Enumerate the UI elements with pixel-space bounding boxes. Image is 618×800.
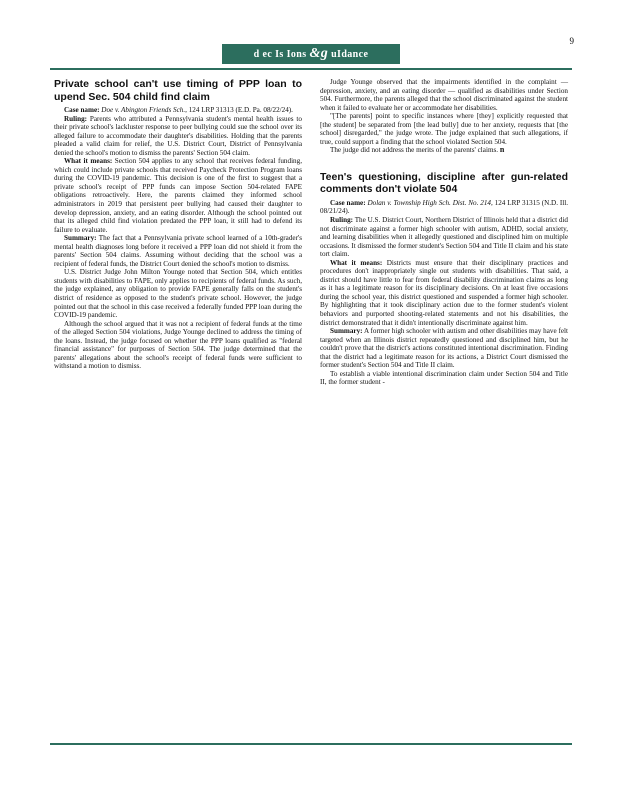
ruling-text: Parents who attributed a Pennsylvania student's mental health issues to their private school's lackluster response to peer bullying could sue the school over its alleged failure to accommodate their daughter's disabilities. Holding that the parents pleaded a valid claim for relief, the U.S. District Court, District of Pennsylvania denied the school's motion to dismiss the parents' Section 504 claim. <box>54 114 302 157</box>
banner-text-part2: uIdance <box>331 49 369 60</box>
end-of-article-mark: n <box>499 145 505 155</box>
article1-final-paragraph <box>320 146 568 155</box>
case-citation: , 124 LRP 31315 (N.D. Ill. 08/21/24). <box>320 198 568 216</box>
summary-paragraph: U.S. District Judge John Milton Younge noted that Section 504, which entitles students with disabilities to FAPE, only applies to recipients of federal funds. As such, the judge explained, any obligation to provide FAPE generally falls on the student's district of residence as opposed to the student's private school. However, the judge pointed out that the school in this case received a federally funded PPP loan during the COVID-19 pandemic. <box>54 268 302 320</box>
article2-meaning <box>320 259 568 327</box>
article2-title: Teen's questioning, discipline after gun-related comments don't violate 504 <box>320 170 568 196</box>
summary-label: Summary: <box>64 234 97 243</box>
ruling-label: Ruling: <box>64 114 88 123</box>
what-it-means-label: What it means: <box>64 157 113 166</box>
summary-paragraph: To establish a viable intentional discrimination claim under Section 504 and Title II, the former student - <box>320 369 568 387</box>
summary-label: Summary: <box>330 327 363 336</box>
summary-paragraph: "[The parents] point to specific instances where [they] explicitly requested that [the student] be separated from [the lead bully] due to her anxiety, requests that [the school] disregarded," the judge wrote. The judge explained that such allegations, if true, could support a finding that the school violated Section 504. <box>320 112 568 146</box>
case-name: Dolan v. Township High Sch. Dist. No. 214 <box>367 198 491 207</box>
case-name-label: Case name: <box>330 198 366 207</box>
case-name-label: Case name: <box>64 106 100 114</box>
banner-text-part1: d ec Is Ions <box>253 49 307 60</box>
top-rule <box>50 68 572 70</box>
article1-case-line <box>54 106 302 115</box>
case-citation: , 124 LRP 31313 (E.D. Pa. 08/22/24). <box>185 106 293 114</box>
bottom-rule <box>50 743 572 745</box>
article2-ruling <box>320 216 568 259</box>
summary-paragraph: The judge did not address the merits of the parents' claims. <box>330 146 499 155</box>
what-it-means-label: What it means: <box>330 258 383 267</box>
what-it-means-text: Districts must ensure that their disciplinary practices and procedures don't inappropriately single out students with disabilities. That said, a district should have little to fear from federal disability discrimination claims as long as it has a legitimate reason for its disciplinary decisions. On at least five occasions during the school year, this district questioned and suspended a former high schooler. By highlighting that it took disciplinary action due to the former student's violent behaviors and purported shooting-related statements and not his disabilities, the district demonstrated that it didn't intentionally discriminate against him. <box>320 258 568 327</box>
summary-paragraph: Although the school argued that it was not a recipient of federal funds at the time of the alleged Section 504 violations, Judge Younge declined to address the timing of the loans. Instead, the judge focused on whether the PPP loans qualified as "federal financial assistance" for purposes of Section 504. The judge determined that the parents' allegations about the school's receipt of federal funds were sufficient to withstand a motion to dismiss. <box>54 319 302 371</box>
article2-case-line <box>320 199 568 216</box>
summary-paragraph: A former high schooler with autism and other disabilities may have felt targeted when an Illinois district repeatedly questioned and disciplined him, but he couldn't prove that the district's actions constituted intentional discrimination. Finding that the district had a legitimate reason for its actions, a District Court dismissed the former student's Section 504 and Title II claim. <box>320 327 568 370</box>
right-column <box>320 78 568 387</box>
left-column <box>54 78 302 371</box>
page-number: 9 <box>569 36 574 46</box>
summary-paragraph: Judge Younge observed that the impairments identified in the complaint — depression, anxiety, and an eating disorder — qualified as disabilities under Section 504. Furthermore, the parents alleged that the school discriminated against the student when it failed to evaluate her or accommodate her disabilities. <box>320 78 568 112</box>
article1-meaning <box>54 157 302 234</box>
ruling-label: Ruling: <box>330 216 354 225</box>
what-it-means-text: Section 504 applies to any school that receives federal funding, which could include private schools that received Paycheck Protection Program loans during the COVID-19 pandemic. This decision is one of the first to suggest that a private school's receipt of PPP funds can impose Section 504-related FAPE obligations retroactively. Here, the parents claimed they informed school administrators in 2019 that persistent peer bullying had caused their daughter to develop depression, anxiety, and an eating disorder. Although the school pointed out that its alleged child find violation predated the PPP loan, it still had to defend its failure to evaluate. <box>54 157 302 234</box>
banner-ampersand: &g <box>309 46 329 61</box>
ruling-text: The U.S. District Court, Northern District of Illinois held that a district did not discriminate against a former high schooler with autism, ADHD, social anxiety, and learning disabilities when it allegedly questioned and disciplined him on multiple occasions. It dismissed the former student's Section 504 and Title II claim and his state tort claim. <box>320 216 568 259</box>
article2-summary <box>320 327 568 370</box>
summary-paragraph: The fact that a Pennsylvania private school learned of a 10th-grader's mental health diagnoses long before it received a PPP loan did not shield it from the parents' Section 504 claims. Assuming without deciding that the school was a recipient of federal funds, the District Court denied the school's motion to dismiss. <box>54 234 303 268</box>
section-banner <box>222 44 400 64</box>
article1-title: Private school can't use timing of PPP loan to upend Sec. 504 child find claim <box>54 78 302 103</box>
article1-ruling <box>54 115 302 158</box>
article1-summary <box>54 234 302 268</box>
case-name: Doe v. Abington Friends Sch. <box>101 106 186 114</box>
